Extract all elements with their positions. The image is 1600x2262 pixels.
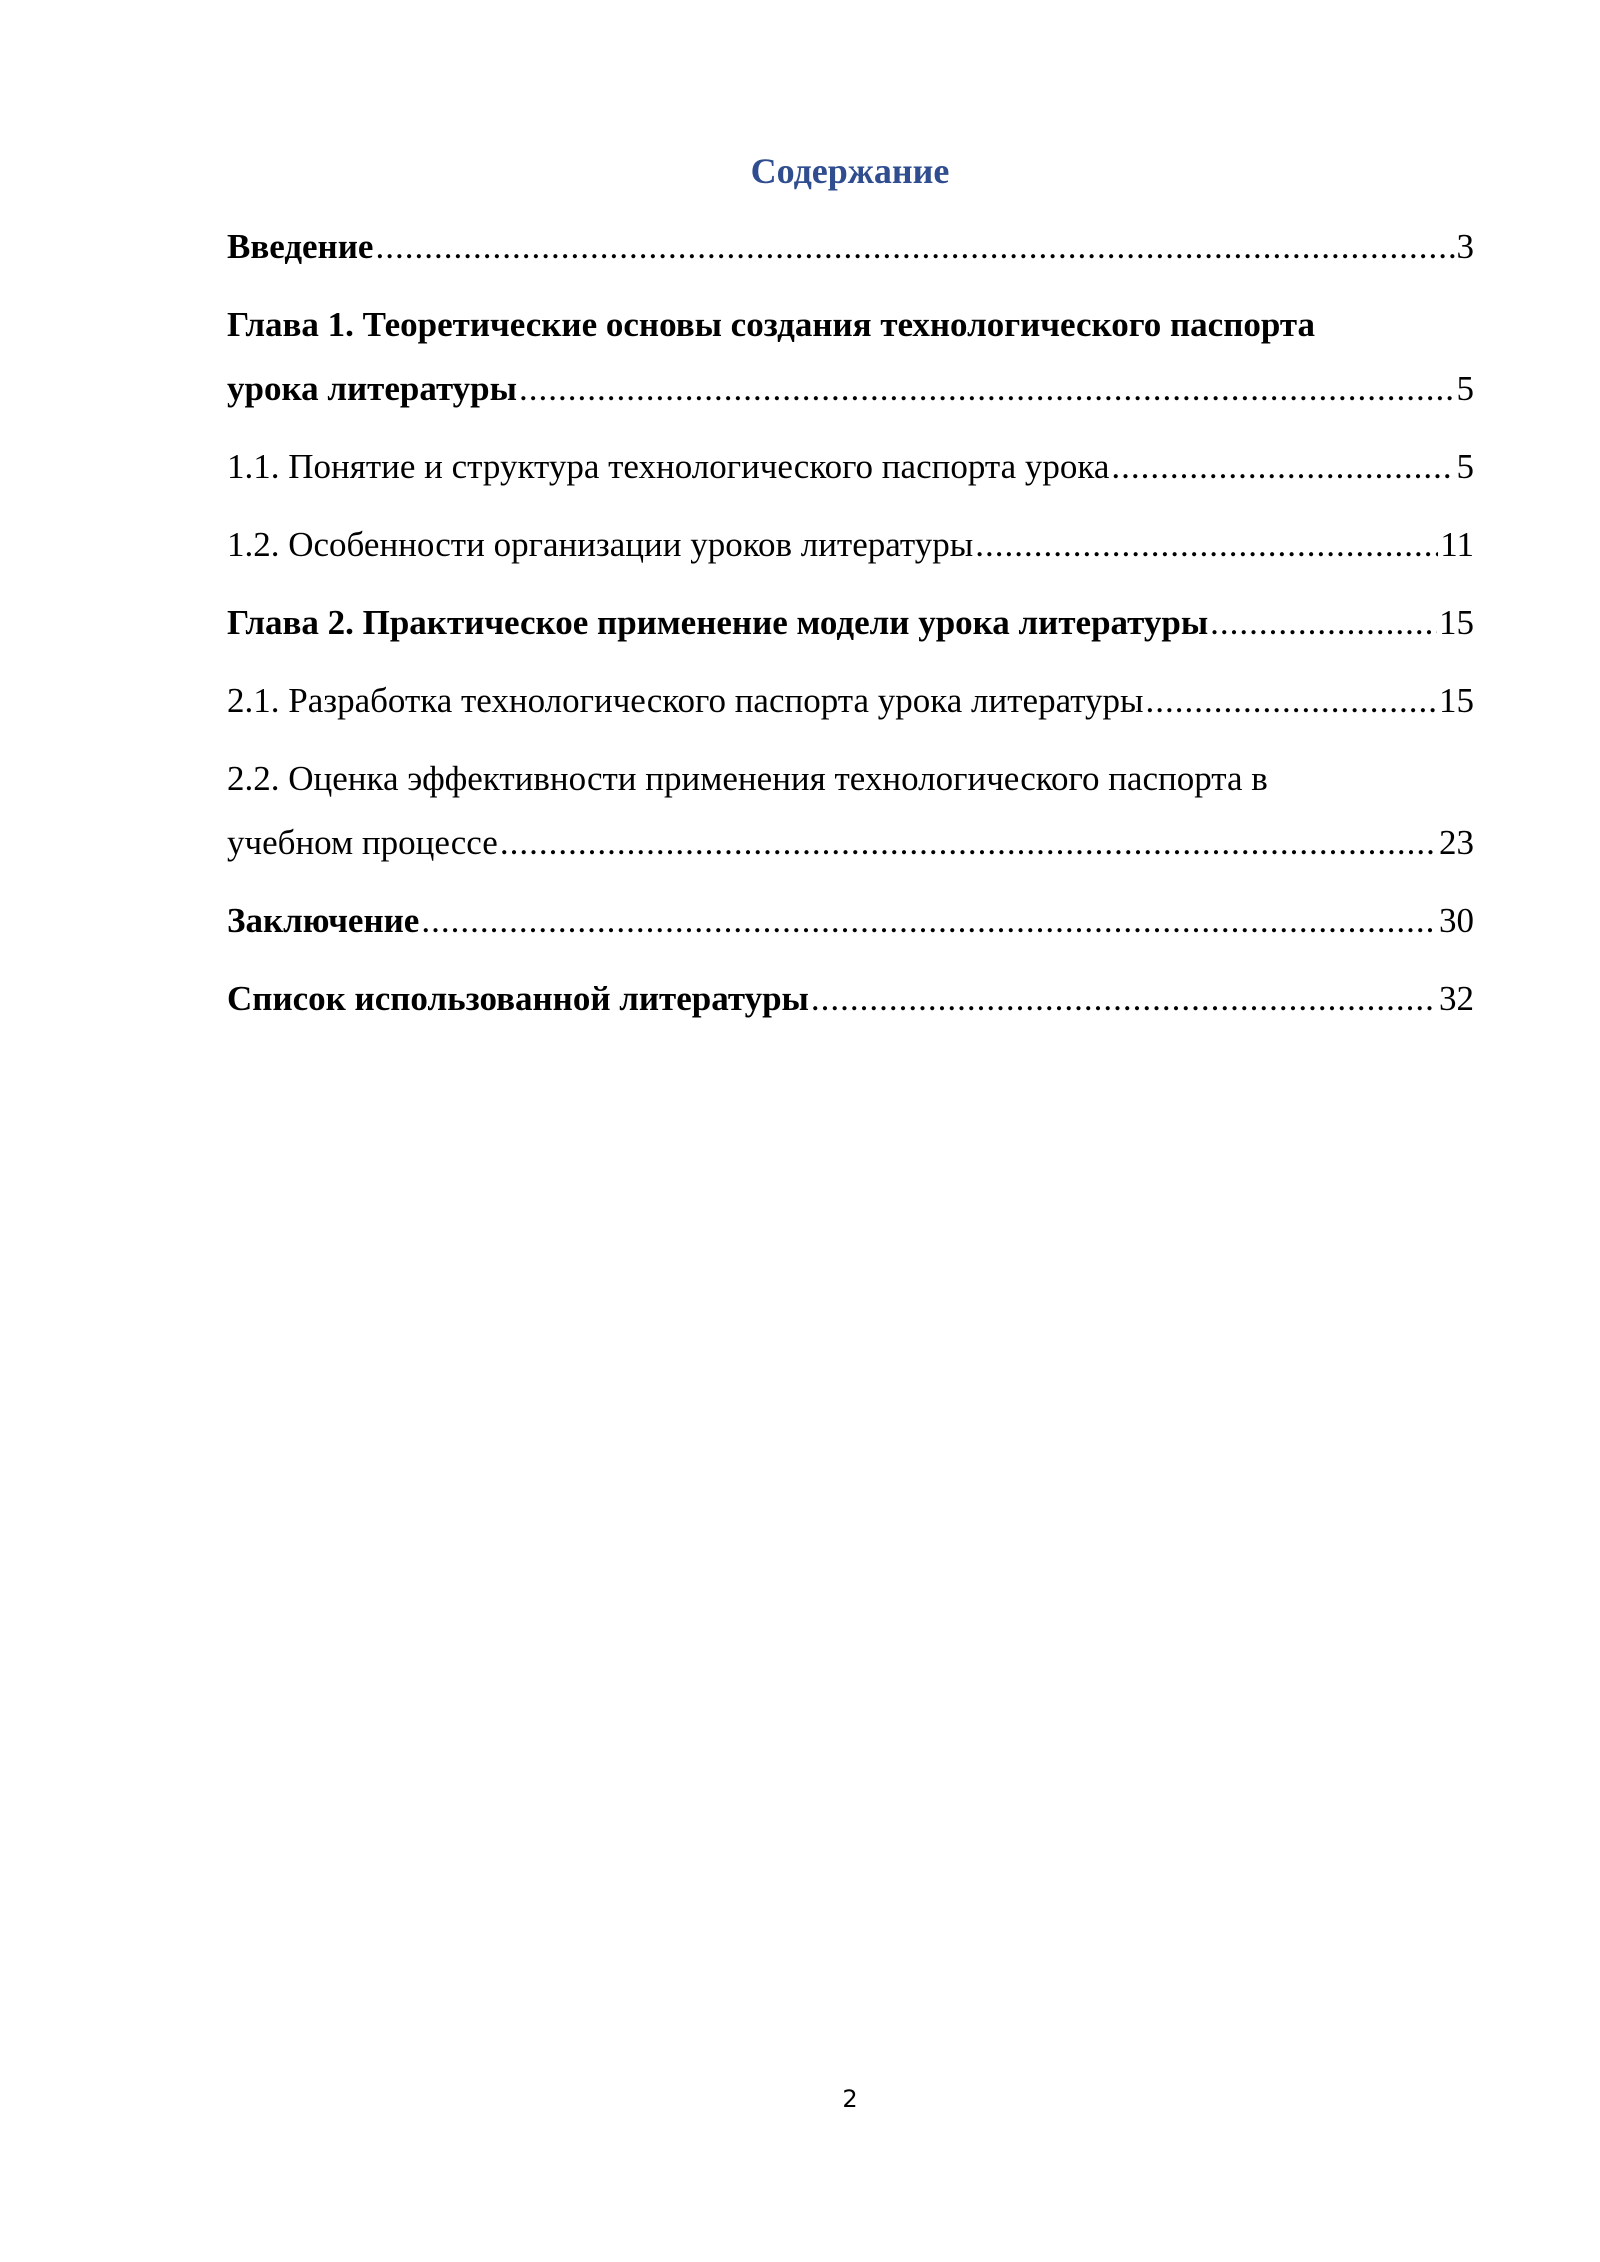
toc-entry-page: 15 (1439, 681, 1474, 720)
dot-leader (1210, 591, 1437, 655)
toc-entry-label: 2.1. Разработка технологического паспорта урока литературы (227, 681, 1144, 720)
toc-entry-chapter-2[interactable] (227, 591, 1474, 655)
toc-entry-introduction[interactable] (227, 215, 1474, 279)
toc-entry-label-line1: 2.2. Оценка эффективности применения технологического паспорта в (227, 759, 1268, 798)
toc-entry-section-2-1[interactable] (227, 669, 1474, 733)
toc-entry-label: учебном процессе (227, 823, 498, 862)
toc-entry-page: 3 (1456, 227, 1474, 266)
toc-entry-label: урока литературы (227, 369, 517, 408)
toc-entry-page: 11 (1440, 525, 1474, 564)
toc-title: Содержание (750, 151, 950, 191)
dot-leader (811, 967, 1437, 1031)
toc-entry-page: 5 (1456, 369, 1474, 408)
toc-entry-chapter-1[interactable] (227, 293, 1474, 421)
toc-entry-conclusion[interactable] (227, 889, 1474, 953)
toc-entry-label: Заключение (227, 901, 420, 940)
dot-leader (421, 889, 1437, 953)
dot-leader (519, 357, 1455, 421)
toc-entry-page: 15 (1439, 603, 1474, 642)
toc-entry-references[interactable] (227, 967, 1474, 1031)
toc-entry-section-1-1[interactable] (227, 435, 1474, 499)
dot-leader (1146, 669, 1437, 733)
table-of-contents (227, 215, 1474, 1045)
dot-leader (375, 215, 1454, 279)
dot-leader (975, 513, 1438, 577)
toc-entry-page: 30 (1439, 901, 1474, 940)
page-number: 2 (842, 2085, 858, 2113)
toc-entry-label: Список использованной литературы (227, 979, 809, 1018)
toc-entry-section-2-2[interactable] (227, 747, 1474, 875)
toc-entry-page: 32 (1439, 979, 1474, 1018)
toc-entry-label: Глава 2. Практическое применение модели урока литературы (227, 603, 1209, 642)
toc-entry-label: 1.2. Особенности организации уроков литературы (227, 525, 974, 564)
toc-entry-section-1-2[interactable] (227, 513, 1474, 577)
toc-entry-page: 5 (1456, 447, 1474, 486)
toc-entry-label-line1: Глава 1. Теоретические основы создания технологического паспорта (227, 305, 1315, 344)
toc-entry-label: 1.1. Понятие и структура технологического паспорта урока (227, 447, 1110, 486)
toc-entry-page: 23 (1439, 823, 1474, 862)
toc-entry-label: Введение (227, 227, 374, 266)
dot-leader (1111, 435, 1454, 499)
dot-leader (500, 811, 1437, 875)
